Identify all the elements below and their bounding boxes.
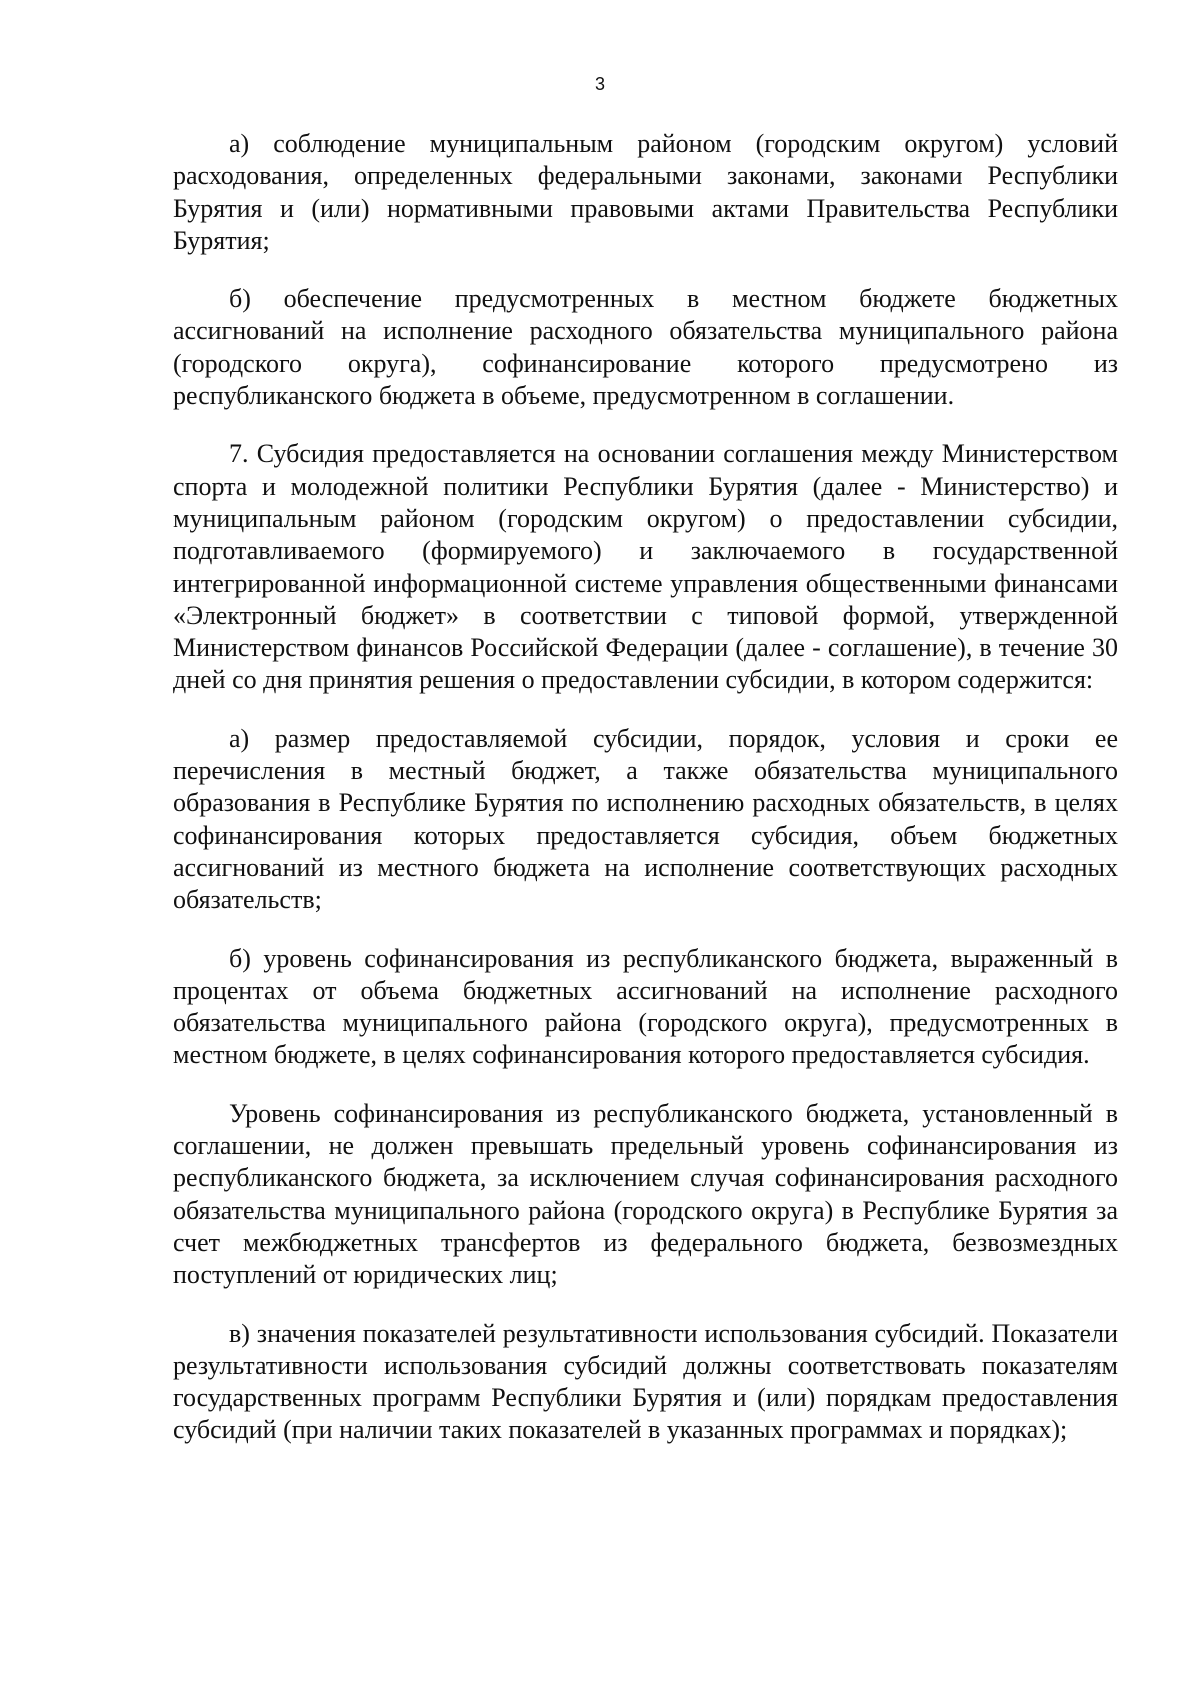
- paragraph-6b: б) обеспечение предусмотренных в местном бюджете бюджетных ассигнований на исполнение расходного обязательства муниципального района (городского округа), софинансирование которого предусмотрено из республиканского бюджета в объеме, предусмотренном в соглашении.: [173, 284, 1118, 411]
- paragraph-7: 7. Субсидия предоставляется на основании соглашения между Министерством спорта и молодежной политики Республики Бурятия (далее - Министерство) и муниципальным районом (городским округом) о предоставлении субсидии, подготавливаемого (формируемого) и заключаемого в государственной интегрированной информационной системе управления общественными финансами «Электронный бюджет» в соответствии с типовой формой, утвержденной Министерством финансов Российской Федерации (далее - соглашение), в течение 30 дней со дня принятия решения о предоставлении субсидии, в котором содержится:: [173, 439, 1118, 695]
- document-body: [173, 128, 1118, 1473]
- paragraph-6a: а) соблюдение муниципальным районом (городским округом) условий расходования, определенных федеральными законами, законами Республики Бурятия и (или) нормативными правовыми актами Правительства Республики Бурятия;: [173, 129, 1118, 255]
- paragraph-7v: в) значения показателей результативности использования субсидий. Показатели результативности использования субсидий должны соответствовать показателям государственных программ Республики Бурятия и (или) порядкам предоставления субсидий (при наличии таких показателей в указанных программах и порядках);: [173, 1318, 1118, 1445]
- paragraph-7b: б) уровень софинансирования из республиканского бюджета, выраженный в процентах от объема бюджетных ассигнований на исполнение расходного обязательства муниципального района (городского округа), предусмотренных в местном бюджете, в целях софинансирования которого предоставляется субсидия.: [173, 943, 1118, 1070]
- page-number: 3: [594, 74, 605, 94]
- paragraph-cofinancing-level: Уровень софинансирования из республиканского бюджета, установленный в соглашении, не должен превышать предельный уровень софинансирования из республиканского бюджета, за исключением случая софинансирования расходного обязательства муниципального района (городского округа) в Республике Бурятия за счет межбюджетных трансфертов из федерального бюджета, безвозмездных поступлений от юридических лиц;: [173, 1098, 1118, 1290]
- paragraph-7a: а) размер предоставляемой субсидии, порядок, условия и сроки ее перечисления в местный бюджет, а также обязательства муниципального образования в Республике Бурятия по исполнению расходных обязательств, в целях софинансирования которых предоставляется субсидия, объем бюджетных ассигнований из местного бюджета на исполнение соответствующих расходных обязательств;: [173, 723, 1118, 915]
